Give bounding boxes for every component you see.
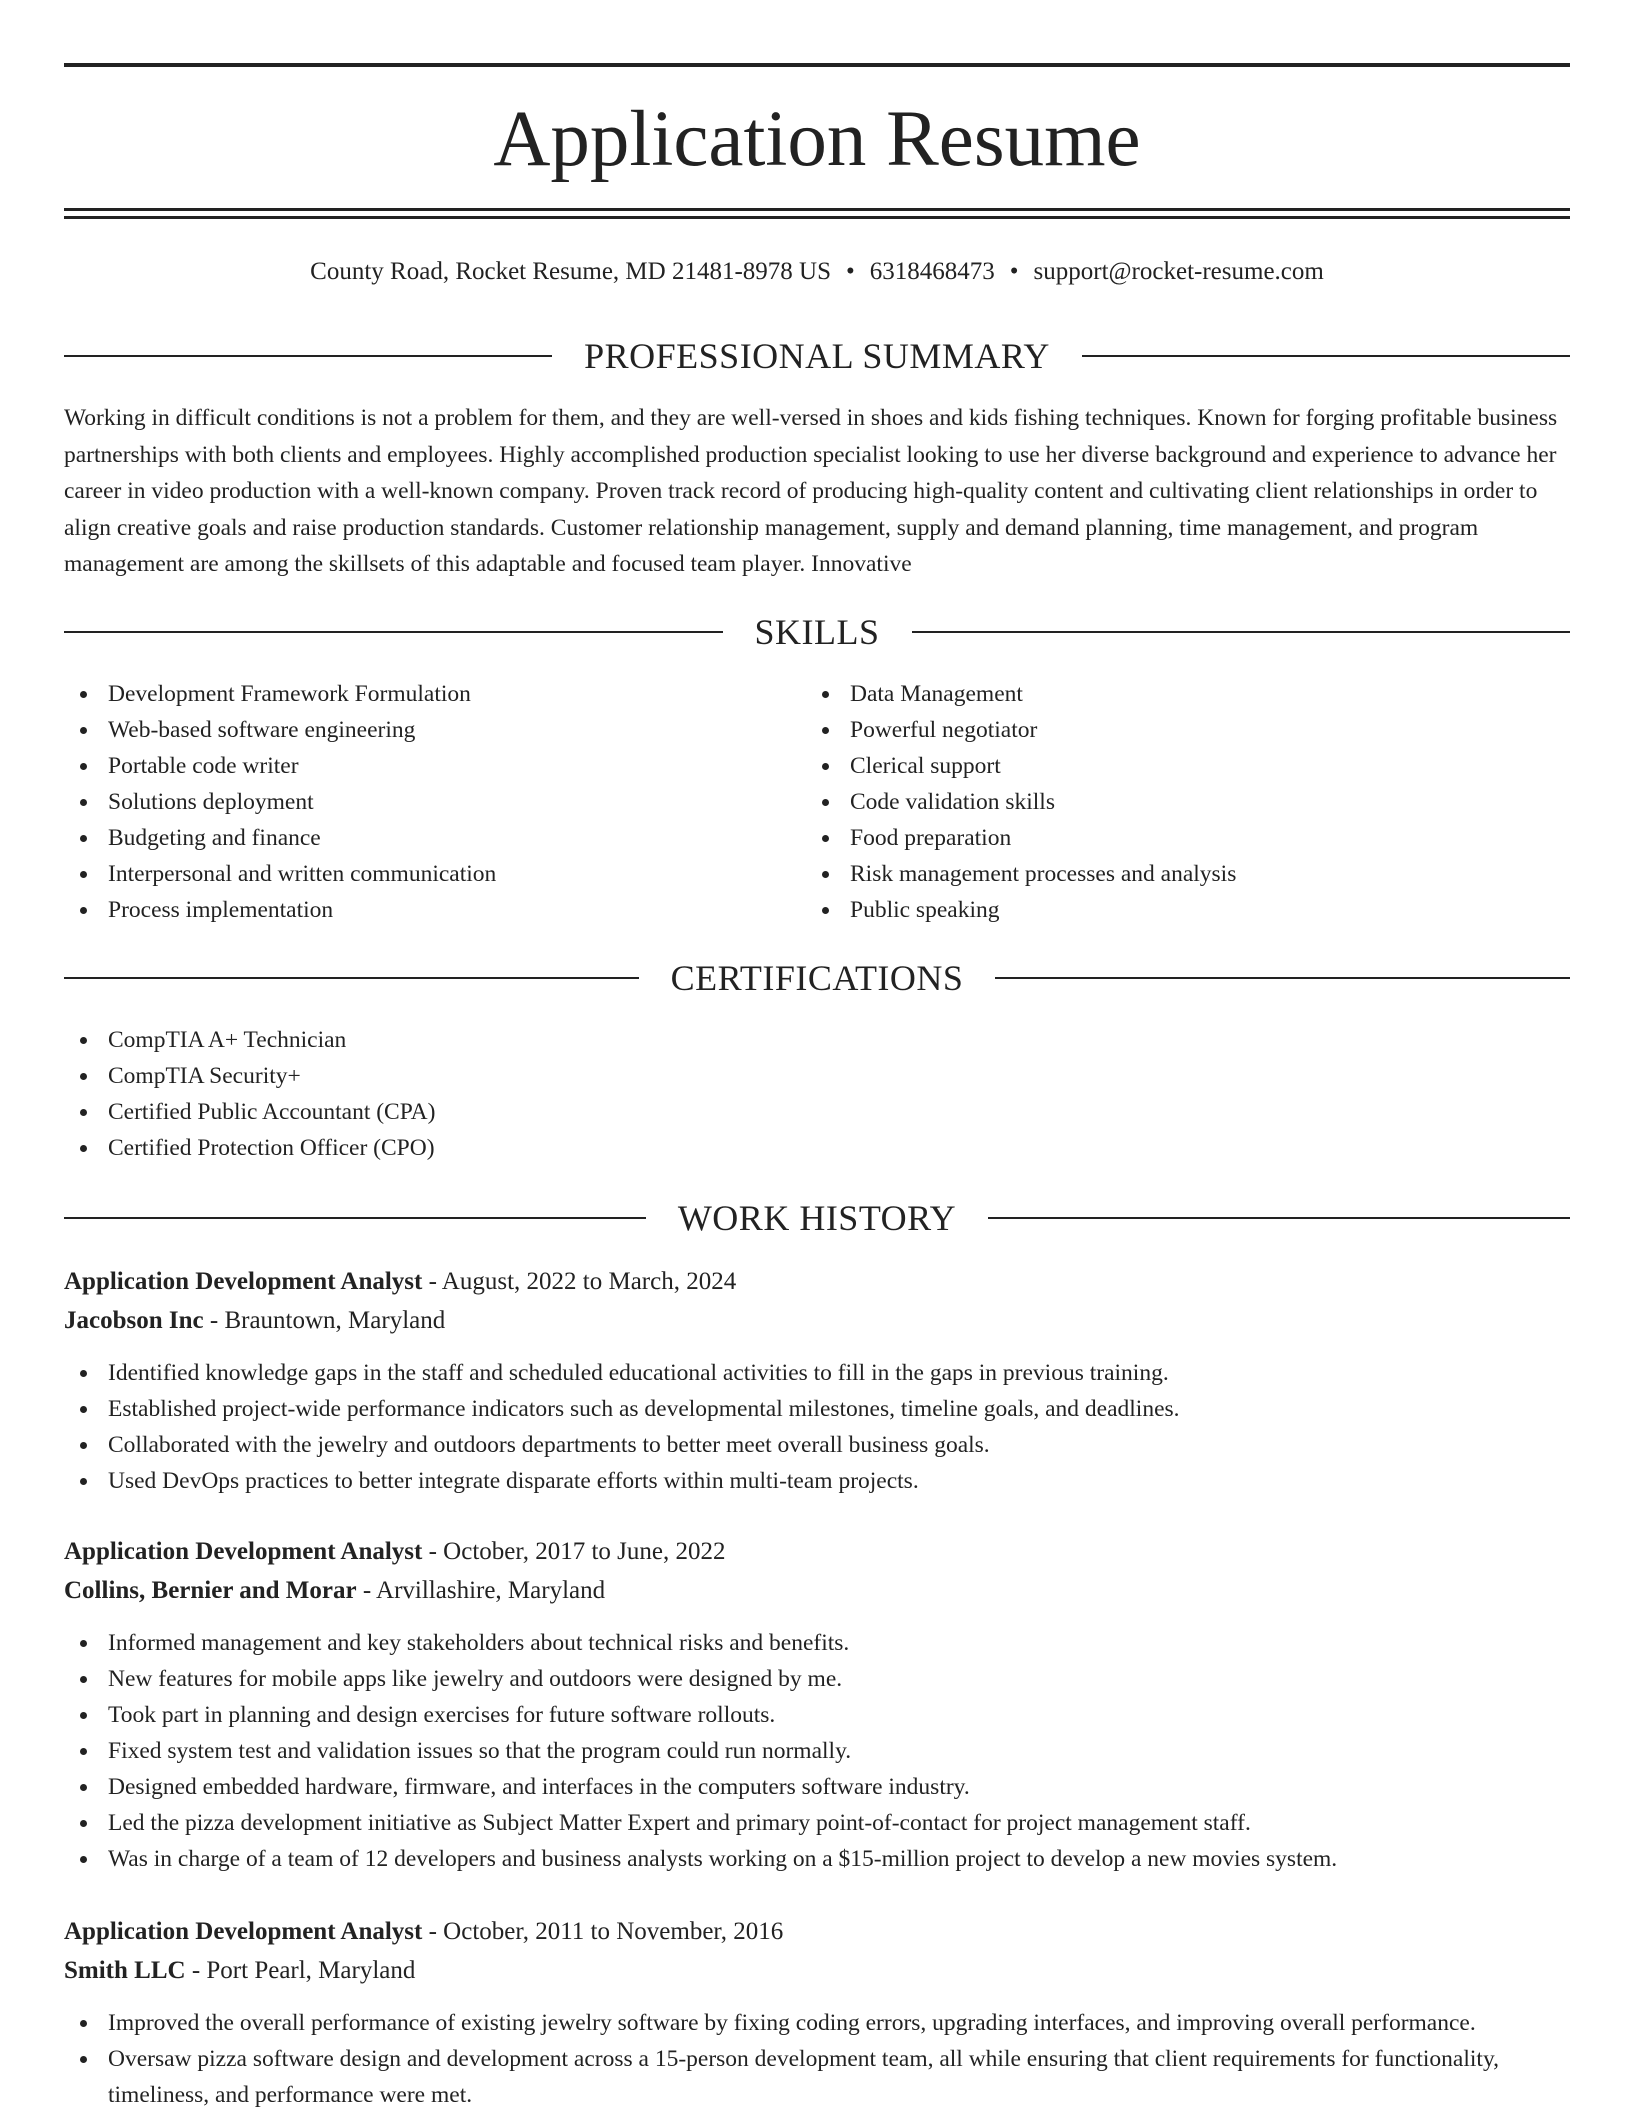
job-company: Smith LLC [64,1957,186,1984]
job-bullets [64,2005,1570,2113]
skill-item: Portable code writer [64,748,764,784]
job-location: - Brauntown, Maryland [203,1307,446,1334]
skill-item: Powerful negotiator [806,712,1566,748]
heading-rule [1082,355,1570,357]
job-bullets [64,1625,1570,1877]
summary-heading: PROFESSIONAL SUMMARY [584,336,1050,376]
job-entry [64,1532,1570,1877]
section-heading-skills [64,610,1570,654]
contact-phone: 6318468473 [869,258,995,285]
certification-item: CompTIA A+ Technician [64,1022,1570,1058]
section-heading-summary [64,334,1570,378]
section-heading-work-history [64,1196,1570,1240]
heading-rule [64,1217,646,1219]
heading-rule [995,977,1570,979]
skill-item: Data Management [806,676,1566,712]
job-location: - Arvillashire, Maryland [356,1577,606,1604]
heading-rule [64,977,639,979]
skill-item: Code validation skills [806,784,1566,820]
skill-item: Budgeting and finance [64,820,764,856]
job-title-line [64,1262,1570,1301]
skill-item: Clerical support [806,748,1566,784]
job-bullet: Used DevOps practices to better integrate disparate efforts within multi-team projects. [64,1463,1570,1499]
title-rule-lower [64,216,1570,219]
page-title: Application Resume [493,96,1141,183]
job-bullet: Fixed system test and validation issues so that the program could run normally. [64,1733,1570,1769]
job-bullet: Improved the overall performance of existing jewelry software by fixing coding errors, upgrading interfaces, and improving overall performance. [64,2005,1570,2041]
certification-item: CompTIA Security+ [64,1058,1570,1094]
job-bullets [64,1355,1570,1499]
heading-rule [988,1217,1570,1219]
contact-line [64,255,1570,289]
contact-address: County Road, Rocket Resume, MD 21481-8978 US [310,258,831,285]
skill-item: Development Framework Formulation [64,676,764,712]
job-company: Jacobson Inc [64,1307,204,1334]
job-bullet: Led the pizza development initiative as Subject Matter Expert and primary point-of-contact for project management staff. [64,1805,1570,1841]
certification-item: Certified Protection Officer (CPO) [64,1130,1570,1166]
job-title: Application Development Analyst [64,1538,423,1565]
contact-email: support@rocket-resume.com [1033,258,1324,285]
certifications-list [64,1022,1570,1166]
job-bullet: Identified knowledge gaps in the staff and scheduled educational activities to fill in the gaps in previous training. [64,1355,1570,1391]
skills-heading: SKILLS [754,612,880,652]
skill-item: Web-based software engineering [64,712,764,748]
job-title: Application Development Analyst [64,1268,423,1295]
certification-item: Certified Public Accountant (CPA) [64,1094,1570,1130]
job-title-line [64,1912,1570,1951]
summary-text: Working in difficult conditions is not a problem for them, and they are well-versed in shoes and kids fishing techniques. Known for forging profitable business partnerships with both clients and employees. Highly accomplished production specialist looking to use her diverse background and experience to advance her career in video production with a well-known company. Proven track record of producing high-quality content and cultivating client relationships in order to align creative goals and raise production standards. Customer relationship management, supply and demand planning, time management, and program management are among the skillsets of this adaptable and focused team player. Innovative [64,405,1558,577]
contact-separator: • [846,258,855,285]
job-entry [64,1262,1570,1499]
job-company-line [64,1571,1570,1610]
job-bullet: Designed embedded hardware, firmware, and interfaces in the computers software industry. [64,1769,1570,1805]
heading-rule [64,355,552,357]
title-rule-upper [64,208,1570,211]
certifications-heading: CERTIFICATIONS [670,958,964,998]
job-dates: - October, 2011 to November, 2016 [422,1918,784,1945]
skill-item: Risk management processes and analysis [806,856,1566,892]
skill-item: Food preparation [806,820,1566,856]
skill-item: Interpersonal and written communication [64,856,764,892]
job-bullet: Oversaw pizza software design and development across a 15-person development team, all while ensuring that client requirements for functionality, timeliness, and performance were met. [64,2041,1570,2113]
skill-item: Solutions deployment [64,784,764,820]
job-title-line [64,1532,1570,1571]
job-bullet: Collaborated with the jewelry and outdoors departments to better meet overall business goals. [64,1427,1570,1463]
contact-separator: • [1009,258,1019,285]
top-rule [64,63,1570,67]
job-dates: - October, 2017 to June, 2022 [422,1538,726,1565]
work-history-heading: WORK HISTORY [677,1198,957,1238]
skill-item: Public speaking [806,892,1566,928]
job-dates: - August, 2022 to March, 2024 [422,1268,737,1295]
job-company: Collins, Bernier and Morar [64,1577,357,1604]
job-bullet: New features for mobile apps like jewelry and outdoors were designed by me. [64,1661,1570,1697]
job-bullet: Informed management and key stakeholders about technical risks and benefits. [64,1625,1570,1661]
job-company-line [64,1951,1570,1990]
skills-list-right [806,676,1566,928]
job-location: - Port Pearl, Maryland [185,1957,416,1984]
job-company-line [64,1301,1570,1340]
skills-list-left [64,676,764,928]
job-bullet: Established project-wide performance indicators such as developmental milestones, timeline goals, and deadlines. [64,1391,1570,1427]
section-heading-certifications [64,956,1570,1000]
job-title: Application Development Analyst [64,1918,423,1945]
skill-item: Process implementation [64,892,764,928]
job-bullet: Took part in planning and design exercises for future software rollouts. [64,1697,1570,1733]
job-entry [64,1912,1570,2113]
heading-rule [64,631,723,633]
job-bullet: Was in charge of a team of 12 developers and business analysts working on a $15-million project to develop a new movies system. [64,1841,1570,1877]
heading-rule [912,631,1571,633]
